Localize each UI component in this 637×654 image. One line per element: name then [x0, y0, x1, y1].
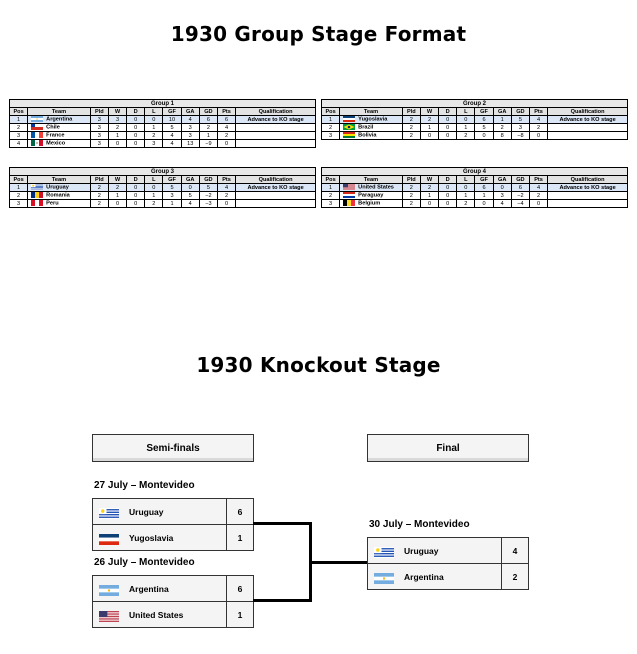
pld-cell: 2 [402, 192, 420, 200]
team-name: Belgium [358, 200, 381, 207]
brazil-flag-icon [343, 124, 355, 130]
qualification-cell: Advance to KO stage [236, 184, 316, 192]
pts-cell: 6 [217, 116, 235, 124]
team-name: Argentina [404, 571, 444, 582]
ga-cell: 3 [493, 192, 511, 200]
column-header: Pts [217, 108, 235, 116]
team-name: Argentina [129, 583, 169, 594]
l-cell: 0 [145, 116, 163, 124]
column-header: D [127, 108, 145, 116]
column-header: GA [493, 108, 511, 116]
team-score: 6 [226, 576, 253, 601]
match-row [93, 499, 253, 525]
bracket-line [309, 561, 367, 564]
pld-cell: 2 [402, 124, 420, 132]
match-row [368, 538, 528, 564]
ga-cell: 0 [493, 184, 511, 192]
gf-cell: 10 [163, 116, 181, 124]
pld-cell: 3 [90, 124, 108, 132]
column-header: Pts [529, 176, 547, 184]
pos-cell: 3 [10, 132, 28, 140]
pos-cell: 2 [322, 124, 340, 132]
l-cell: 3 [145, 140, 163, 148]
table-row [10, 192, 316, 200]
team-name: Bolivia [358, 132, 377, 139]
team-score: 6 [226, 499, 253, 524]
w-cell: 0 [108, 140, 126, 148]
column-header: Pos [322, 108, 340, 116]
group-3-table [9, 167, 316, 208]
semi-finals-header [92, 434, 254, 462]
pos-cell: 2 [10, 192, 28, 200]
qualification-cell: Advance to KO stage [236, 116, 316, 124]
column-header: GF [163, 108, 181, 116]
team-cell [340, 192, 403, 200]
column-header: W [420, 108, 438, 116]
l-cell: 0 [145, 184, 163, 192]
gd-cell: 6 [511, 184, 529, 192]
gf-cell: 3 [163, 192, 181, 200]
w-cell: 0 [420, 200, 438, 208]
ga-cell: 4 [181, 200, 199, 208]
column-header: W [420, 176, 438, 184]
table-row [322, 116, 628, 124]
l-cell: 2 [457, 132, 475, 140]
table-row [10, 116, 316, 124]
w-cell: 1 [108, 132, 126, 140]
ga-cell: 4 [181, 116, 199, 124]
w-cell: 0 [420, 132, 438, 140]
semi2-date: 26 July – Montevideo [94, 557, 195, 568]
pos-cell: 1 [10, 184, 28, 192]
semi-finals-label: Semi-finals [146, 442, 200, 454]
pts-cell: 4 [217, 184, 235, 192]
w-cell: 2 [108, 124, 126, 132]
team-cell [340, 132, 403, 140]
table-row [322, 200, 628, 208]
team-cell [28, 116, 91, 124]
team-score: 1 [226, 602, 253, 627]
bolivia-flag-icon [343, 132, 355, 138]
belgium-flag-icon [343, 200, 355, 206]
column-header: Team [340, 108, 403, 116]
qualification-cell: Advance to KO stage [548, 116, 628, 124]
gf-cell: 5 [475, 124, 493, 132]
ga-cell: 1 [493, 116, 511, 124]
d-cell: 0 [439, 132, 457, 140]
pts-cell: 4 [529, 116, 547, 124]
d-cell: 0 [127, 140, 145, 148]
flag-icon [374, 571, 394, 582]
column-header: L [457, 176, 475, 184]
team-name: Yugoslavia [129, 532, 174, 543]
group-title: Group 2 [322, 100, 628, 108]
team-cell [28, 124, 91, 132]
pts-cell: 4 [217, 124, 235, 132]
table-row [322, 184, 628, 192]
column-header: Team [28, 176, 91, 184]
team-cell [28, 192, 91, 200]
gf-cell: 6 [475, 184, 493, 192]
ga-cell: 5 [181, 192, 199, 200]
ga-cell: 0 [181, 184, 199, 192]
paraguay-flag-icon [343, 192, 355, 198]
pts-cell: 2 [529, 192, 547, 200]
pld-cell: 2 [402, 184, 420, 192]
gd-cell: −2 [511, 192, 529, 200]
column-header: D [439, 108, 457, 116]
gd-cell: −4 [511, 200, 529, 208]
d-cell: 0 [127, 200, 145, 208]
team-name: Argentina [46, 116, 73, 123]
qualification-cell [236, 124, 316, 132]
pos-cell: 3 [10, 200, 28, 208]
gd-cell: −2 [199, 192, 217, 200]
pld-cell: 2 [90, 200, 108, 208]
gf-cell: 0 [475, 132, 493, 140]
gd-cell: 6 [199, 116, 217, 124]
gd-cell: −9 [199, 140, 217, 148]
mexico-flag-icon [31, 140, 43, 146]
team-cell [340, 200, 403, 208]
group-title: Group 3 [10, 168, 316, 176]
group-title: Group 4 [322, 168, 628, 176]
l-cell: 2 [457, 200, 475, 208]
w-cell: 1 [108, 192, 126, 200]
match-row [93, 602, 253, 627]
pts-cell: 0 [217, 140, 235, 148]
ga-cell: 8 [493, 132, 511, 140]
pld-cell: 2 [90, 192, 108, 200]
pts-cell: 0 [529, 132, 547, 140]
pld-cell: 2 [402, 200, 420, 208]
pld-cell: 3 [90, 140, 108, 148]
w-cell: 0 [108, 200, 126, 208]
uruguay-flag-icon [31, 184, 43, 190]
pts-cell: 4 [529, 184, 547, 192]
ga-cell: 3 [181, 124, 199, 132]
gd-cell: 5 [199, 184, 217, 192]
w-cell: 3 [108, 116, 126, 124]
l-cell: 1 [457, 192, 475, 200]
ga-cell: 13 [181, 140, 199, 148]
match-row [93, 576, 253, 602]
d-cell: 0 [439, 116, 457, 124]
team-score: 1 [226, 525, 253, 550]
column-header: GD [511, 176, 529, 184]
team-cell [28, 132, 91, 140]
l-cell: 2 [145, 132, 163, 140]
chile-flag-icon [31, 124, 43, 130]
column-header: Qualification [236, 176, 316, 184]
column-header: Qualification [548, 108, 628, 116]
qualification-cell [548, 200, 628, 208]
gf-cell: 0 [475, 200, 493, 208]
final-date: 30 July – Montevideo [369, 519, 470, 530]
gf-cell: 1 [163, 200, 181, 208]
team-name: United States [358, 184, 394, 191]
column-header: Team [340, 176, 403, 184]
flag-icon [374, 545, 394, 556]
column-header: GF [163, 176, 181, 184]
semi1-date: 27 July – Montevideo [94, 480, 195, 491]
team-name: Uruguay [404, 545, 439, 556]
ga-cell: 2 [493, 124, 511, 132]
ga-cell: 3 [181, 132, 199, 140]
pts-cell: 2 [529, 124, 547, 132]
team-name: Uruguay [129, 506, 164, 517]
ga-cell: 4 [493, 200, 511, 208]
qualification-cell [236, 132, 316, 140]
column-header: D [127, 176, 145, 184]
bracket-line [253, 599, 311, 602]
match-row [368, 564, 528, 589]
team-name: Chile [46, 124, 60, 131]
pld-cell: 3 [90, 116, 108, 124]
column-header: W [108, 108, 126, 116]
column-header: Qualification [236, 108, 316, 116]
team-cell [28, 140, 91, 148]
column-header: Pos [10, 108, 28, 116]
gf-cell: 4 [163, 132, 181, 140]
pos-cell: 4 [10, 140, 28, 148]
group-2-table [321, 99, 628, 140]
semi2-match [92, 575, 254, 628]
l-cell: 1 [145, 192, 163, 200]
gd-cell: 1 [199, 132, 217, 140]
pos-cell: 3 [322, 200, 340, 208]
column-header: Qualification [548, 176, 628, 184]
l-cell: 1 [145, 124, 163, 132]
pld-cell: 3 [90, 132, 108, 140]
team-cell [28, 184, 91, 192]
column-header: L [145, 176, 163, 184]
peru-flag-icon [31, 200, 43, 206]
final-match [367, 537, 529, 590]
table-row [322, 132, 628, 140]
team-cell [28, 200, 91, 208]
team-cell [340, 184, 403, 192]
l-cell: 2 [145, 200, 163, 208]
d-cell: 0 [127, 132, 145, 140]
usa-flag-icon [343, 184, 355, 190]
qualification-cell [236, 192, 316, 200]
yugoslavia-flag-icon [343, 116, 355, 122]
pos-cell: 1 [322, 184, 340, 192]
team-name: United States [129, 609, 184, 620]
pld-cell: 2 [402, 116, 420, 124]
w-cell: 2 [108, 184, 126, 192]
table-row [10, 184, 316, 192]
table-row [322, 192, 628, 200]
table-row [10, 124, 316, 132]
pts-cell: 0 [217, 200, 235, 208]
group-stage-title: 1930 Group Stage Format [170, 22, 467, 46]
semi1-match [92, 498, 254, 551]
gd-cell: −3 [199, 200, 217, 208]
l-cell: 0 [457, 184, 475, 192]
flag-icon [99, 583, 119, 594]
gf-cell: 4 [163, 140, 181, 148]
team-cell [340, 124, 403, 132]
flag-icon [99, 532, 119, 543]
pld-cell: 2 [402, 132, 420, 140]
team-name: Uruguay [46, 184, 69, 191]
column-header: L [145, 108, 163, 116]
qualification-cell: Advance to KO stage [548, 184, 628, 192]
d-cell: 0 [127, 192, 145, 200]
w-cell: 1 [420, 192, 438, 200]
gf-cell: 1 [475, 192, 493, 200]
column-header: GF [475, 176, 493, 184]
pts-cell: 2 [217, 132, 235, 140]
d-cell: 0 [127, 124, 145, 132]
team-name: Yugoslavia [358, 116, 388, 123]
d-cell: 0 [439, 192, 457, 200]
pos-cell: 2 [10, 124, 28, 132]
d-cell: 0 [127, 116, 145, 124]
column-header: D [439, 176, 457, 184]
column-header: Pld [402, 176, 420, 184]
team-name: Peru [46, 200, 59, 207]
column-header: Pos [10, 176, 28, 184]
pos-cell: 1 [322, 116, 340, 124]
team-name: Paraguay [358, 192, 384, 199]
pos-cell: 1 [10, 116, 28, 124]
gf-cell: 6 [475, 116, 493, 124]
column-header: Pos [322, 176, 340, 184]
column-header: Pld [402, 108, 420, 116]
l-cell: 0 [457, 116, 475, 124]
w-cell: 1 [420, 124, 438, 132]
d-cell: 0 [127, 184, 145, 192]
column-header: L [457, 108, 475, 116]
team-name: Brazil [358, 124, 374, 131]
table-row [10, 140, 316, 148]
group-4-table [321, 167, 628, 208]
column-header: Team [28, 108, 91, 116]
final-label: Final [436, 442, 460, 454]
romania-flag-icon [31, 192, 43, 198]
team-name: Romania [46, 192, 70, 199]
pld-cell: 2 [90, 184, 108, 192]
argentina-flag-icon [31, 116, 43, 122]
column-header: GA [181, 176, 199, 184]
france-flag-icon [31, 132, 43, 138]
table-row [322, 124, 628, 132]
pts-cell: 2 [217, 192, 235, 200]
column-header: GD [511, 108, 529, 116]
gd-cell: 3 [511, 124, 529, 132]
table-row [10, 200, 316, 208]
d-cell: 0 [439, 184, 457, 192]
gf-cell: 5 [163, 184, 181, 192]
final-header [367, 434, 529, 462]
flag-icon [99, 506, 119, 517]
group-1-table [9, 99, 316, 148]
team-name: France [46, 132, 65, 139]
column-header: Pts [217, 176, 235, 184]
pos-cell: 2 [322, 192, 340, 200]
l-cell: 1 [457, 124, 475, 132]
qualification-cell [548, 124, 628, 132]
column-header: Pld [90, 108, 108, 116]
team-score: 2 [501, 564, 528, 589]
pts-cell: 0 [529, 200, 547, 208]
w-cell: 2 [420, 116, 438, 124]
knockout-title: 1930 Knockout Stage [196, 353, 441, 377]
column-header: GA [493, 176, 511, 184]
w-cell: 2 [420, 184, 438, 192]
qualification-cell [236, 140, 316, 148]
qualification-cell [548, 192, 628, 200]
column-header: GD [199, 176, 217, 184]
team-cell [340, 116, 403, 124]
match-row [93, 525, 253, 550]
gd-cell: 2 [199, 124, 217, 132]
column-header: Pld [90, 176, 108, 184]
team-score: 4 [501, 538, 528, 563]
team-name: Mexico [46, 140, 66, 147]
gd-cell: −8 [511, 132, 529, 140]
column-header: W [108, 176, 126, 184]
d-cell: 0 [439, 124, 457, 132]
group-title: Group 1 [10, 100, 316, 108]
qualification-cell [548, 132, 628, 140]
column-header: GA [181, 108, 199, 116]
flag-icon [99, 609, 119, 620]
gd-cell: 5 [511, 116, 529, 124]
gf-cell: 5 [163, 124, 181, 132]
bracket-line [253, 522, 311, 525]
pos-cell: 3 [322, 132, 340, 140]
table-row [10, 132, 316, 140]
qualification-cell [236, 200, 316, 208]
column-header: GF [475, 108, 493, 116]
column-header: Pts [529, 108, 547, 116]
d-cell: 0 [439, 200, 457, 208]
column-header: GD [199, 108, 217, 116]
